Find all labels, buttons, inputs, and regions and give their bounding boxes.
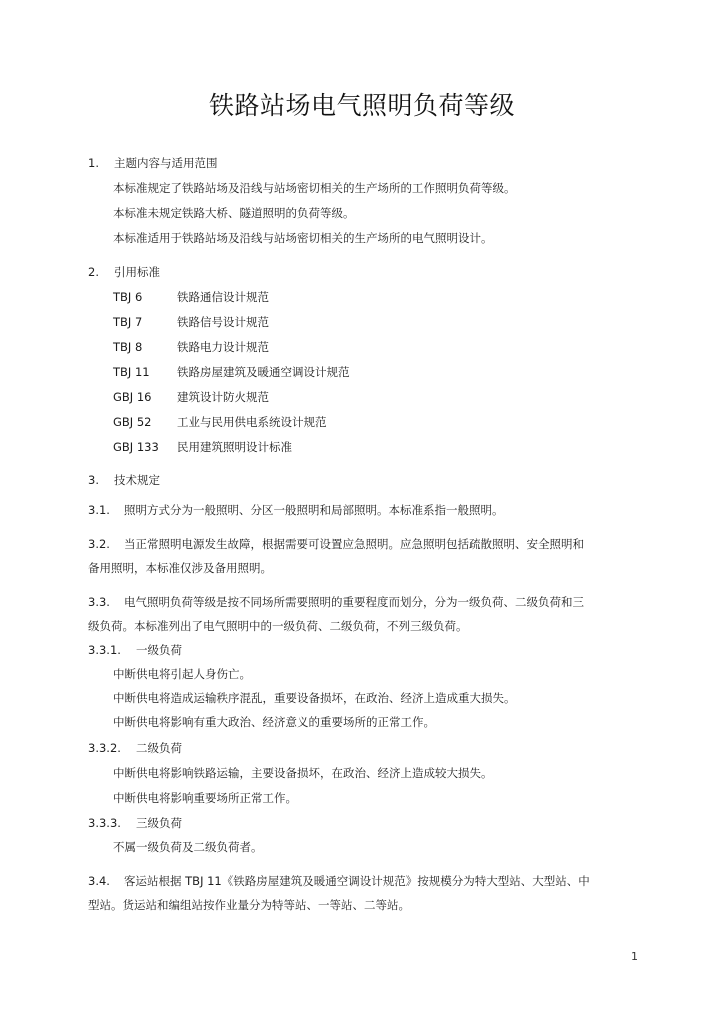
section-title: 技术规定 (114, 473, 160, 487)
clause-text-continued: 级负荷。本标准列出了电气照明中的一级负荷、二级负荷，不列三级负荷。 (88, 619, 468, 633)
list-item: 中断供电将影响有重大政治、经济意义的重要场所的正常工作。 (113, 715, 435, 729)
reference-name: 建筑设计防火规范 (177, 390, 269, 404)
clause-3-2 (88, 536, 584, 552)
section-3-heading (88, 472, 160, 488)
reference-code: GBJ 133 (113, 440, 159, 454)
clause-number: 3.2. (88, 537, 110, 551)
reference-code: TBJ 11 (113, 365, 150, 379)
paragraph: 本标准未规定铁路大桥、隧道照明的负荷等级。 (113, 206, 355, 220)
reference-name: 铁路电力设计规范 (177, 340, 269, 354)
reference-name: 铁路通信设计规范 (177, 290, 269, 304)
reference-name: 铁路房屋建筑及暖通空调设计规范 (177, 365, 350, 379)
section-number: 3. (88, 473, 99, 487)
clause-text: 照明方式分为一般照明、分区一般照明和局部照明。本标准系指一般照明。 (124, 503, 504, 517)
clause-3-3-3 (88, 815, 182, 831)
list-item: 中断供电将造成运输秩序混乱，重要设备损坏，在政治、经济上造成重大损失。 (113, 691, 516, 705)
clause-number: 3.4. (88, 874, 110, 888)
reference-code: GBJ 52 (113, 415, 152, 429)
reference-code: TBJ 8 (113, 340, 143, 354)
page-number: 1 (631, 950, 638, 963)
list-item: 中断供电将引起人身伤亡。 (113, 667, 251, 681)
section-number: 2. (88, 265, 99, 279)
clause-number: 3.3.1. (88, 643, 121, 657)
reference-name: 铁路信号设计规范 (177, 315, 269, 329)
section-2-heading (88, 264, 160, 280)
reference-name: 民用建筑照明设计标准 (177, 440, 292, 454)
clause-3-3 (88, 594, 584, 610)
clause-title: 二级负荷 (136, 741, 182, 755)
reference-code: TBJ 6 (113, 290, 143, 304)
clause-title: 三级负荷 (136, 816, 182, 830)
clause-3-4 (88, 873, 590, 889)
section-title: 主题内容与适用范围 (114, 156, 218, 170)
section-title: 引用标准 (114, 265, 160, 279)
clause-title: 一级负荷 (136, 643, 182, 657)
clause-3-1 (88, 502, 504, 518)
clause-3-3-1 (88, 642, 182, 658)
clause-number: 3.3.3. (88, 816, 121, 830)
list-item: 不属一级负荷及二级负荷者。 (113, 840, 263, 854)
reference-code: GBJ 16 (113, 390, 152, 404)
clause-text: 当正常照明电源发生故障，根据需要可设置应急照明。应急照明包括疏散照明、安全照明和 (124, 537, 584, 551)
paragraph: 本标准规定了铁路站场及沿线与站场密切相关的生产场所的工作照明负荷等级。 (113, 181, 516, 195)
clause-number: 3.3.2. (88, 741, 121, 755)
list-item: 中断供电将影响铁路运输，主要设备损坏，在政治、经济上造成较大损失。 (113, 766, 493, 780)
section-1-heading (88, 155, 218, 171)
list-item: 中断供电将影响重要场所正常工作。 (113, 791, 297, 805)
clause-3-3-2 (88, 740, 182, 756)
document-title: 铁路站场电气照明负荷等级 (208, 91, 515, 120)
paragraph: 本标准适用于铁路站场及沿线与站场密切相关的生产场所的电气照明设计。 (113, 231, 493, 245)
clause-number: 3.1. (88, 503, 110, 517)
clause-number: 3.3. (88, 595, 110, 609)
clause-text-continued: 备用照明，本标准仅涉及备用照明。 (88, 561, 272, 575)
reference-code: TBJ 7 (113, 315, 143, 329)
clause-text: 客运站根据 TBJ 11《铁路房屋建筑及暖通空调设计规范》按规模分为特大型站、大型站、中 (124, 874, 590, 888)
clause-text: 电气照明负荷等级是按不同场所需要照明的重要程度而划分，分为一级负荷、二级负荷和三 (124, 595, 584, 609)
reference-name: 工业与民用供电系统设计规范 (177, 415, 327, 429)
section-number: 1. (88, 156, 99, 170)
clause-text-continued: 型站。货运站和编组站按作业量分为特等站、一等站、二等站。 (88, 898, 410, 912)
